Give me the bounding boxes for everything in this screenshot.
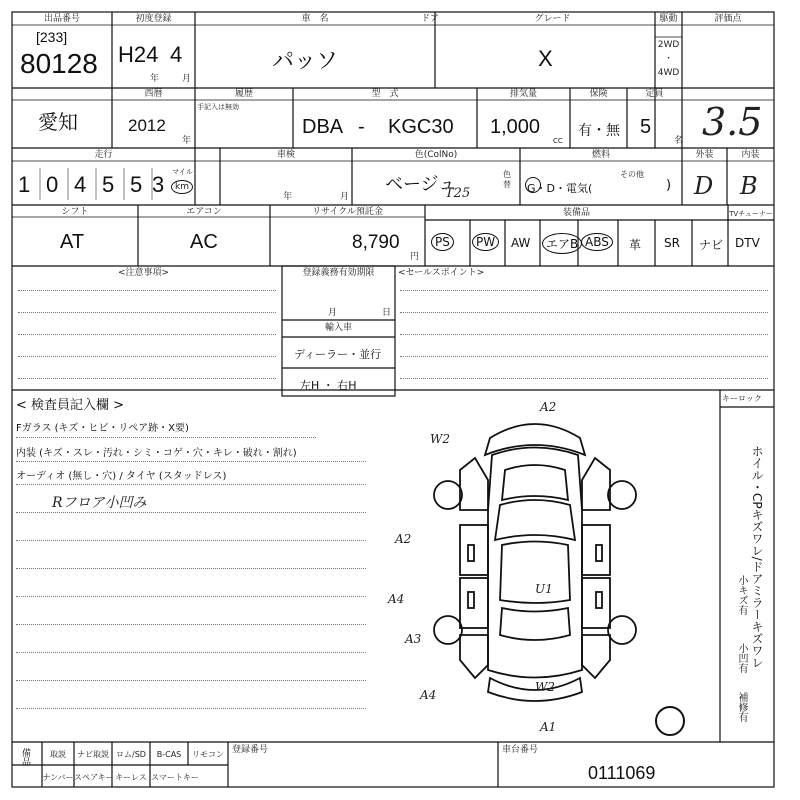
side-sub-2: 小凹有 (736, 643, 747, 673)
equip-ps: PS (431, 233, 454, 251)
footer-item-6: ナンバー (42, 773, 74, 782)
label-door: ドア (421, 14, 439, 24)
footer-item-4: B-CAS (156, 750, 182, 759)
fuel-close: ) (666, 178, 672, 193)
label-equipment: 装備品 (562, 208, 590, 218)
equip-navi: ナビ (699, 238, 724, 252)
import-handle: 左H ・ 右H (300, 379, 357, 392)
displacement-value: 1,000 (490, 116, 541, 138)
displacement-unit: CC (553, 137, 563, 145)
footer-item-9: スマートキー (151, 773, 199, 782)
inspector-line-1: Fガラス (キズ・ヒビ・リペア跡・X要) (16, 423, 189, 434)
import-dealer: ディーラー・並行 (294, 348, 382, 361)
label-drive: 駆動 (659, 14, 678, 24)
drive-2wd: 2WD (657, 40, 680, 50)
label-recycle: リサイクル預託金 (312, 207, 383, 217)
mileage-digit-5: 5 (130, 172, 143, 197)
footer-item-7: スペアキー (74, 773, 114, 782)
grade-value: X (538, 46, 553, 71)
color-change: 色替 (503, 170, 511, 189)
label-first-reg: 初度登録 (135, 14, 172, 24)
color-name: ベージュ (385, 174, 457, 195)
footer-side: 備品 (20, 748, 30, 766)
label-interior: 内装 (741, 150, 760, 160)
label-capacity: 定員 (645, 89, 664, 99)
first-reg-year-unit: 年 (150, 74, 160, 84)
mileage-km: km (171, 180, 193, 194)
region-value: 愛知 (38, 110, 78, 134)
exterior-grade: D (694, 172, 714, 200)
mark-front: A2 (540, 400, 557, 414)
mileage-mile: マイル (172, 168, 193, 176)
footer-item-8: キーレス (115, 773, 147, 782)
mark-a4-rear: A4 (420, 688, 437, 702)
footer-item-5: リモコン (192, 750, 224, 759)
label-history: 履歴 (234, 89, 253, 99)
label-grade: グレード (534, 14, 571, 24)
lot-prefix: [233] (36, 29, 68, 45)
footer-item-3: ロム/SD (116, 750, 146, 759)
label-shaken: 車検 (276, 150, 295, 160)
first-reg-month-unit: 月 (182, 74, 192, 84)
model-code: KGC30 (388, 116, 454, 138)
regdate-day: 日 (382, 308, 392, 318)
mileage-digit-4: 5 (102, 172, 115, 197)
label-keylock: キーロック (722, 394, 762, 403)
label-mileage: 走行 (94, 150, 113, 160)
drive-4wd: 4WD (657, 68, 680, 78)
label-fuel: 燃料 (591, 150, 610, 160)
recycle-value: 8,790 (352, 232, 400, 253)
recycle-unit: 円 (410, 252, 420, 262)
mark-w2-rear: W2 (535, 680, 555, 694)
mark-a2-left: A2 (395, 532, 412, 546)
fuel-g-circle (525, 177, 541, 193)
history-note: 手記入は無効 (197, 103, 239, 111)
label-model: 型 式 (371, 89, 399, 99)
equip-abs: ABS (581, 233, 613, 251)
model-prefix: DBA (302, 116, 344, 138)
label-notes: <注意事項> (118, 268, 170, 278)
label-shift: シフト (61, 207, 89, 217)
mark-a3-left: A3 (405, 632, 422, 646)
mark-w2-front: W2 (430, 432, 450, 446)
equip-aw: AW (511, 236, 531, 250)
mileage-digit-1: 1 (18, 172, 31, 197)
year-value: 2012 (128, 116, 166, 135)
label-year: 西暦 (144, 89, 163, 99)
label-inspector: < 検査員記入欄 > (16, 398, 125, 413)
label-score: 評価点 (714, 14, 742, 24)
label-color: 色(ColNo) (414, 150, 458, 160)
equip-pw: PW (472, 233, 499, 251)
mileage-digit-2: 0 (46, 172, 59, 197)
mark-roof: U1 (535, 582, 553, 596)
label-exterior: 外装 (695, 150, 714, 160)
shaken-month-unit: 月 (340, 192, 350, 202)
spare-wheel (655, 706, 685, 736)
fuel-options: G・D・電気( (527, 182, 593, 195)
lot-number: 80128 (20, 48, 98, 79)
label-reg-no: 登録番号 (232, 745, 269, 755)
fuel-other: その他 (620, 170, 644, 179)
footer-item-1: 取説 (50, 750, 66, 759)
mark-rear: A1 (540, 720, 557, 734)
interior-grade: B (740, 172, 758, 200)
first-reg-month: 4 (170, 42, 183, 67)
inspector-line-2: 内装 (キズ・スレ・汚れ・シミ・コゲ・穴・キレ・破れ・割れ) (16, 448, 297, 459)
equip-leather: 革 (629, 238, 642, 252)
shift-value: AT (60, 231, 85, 253)
label-displacement: 排気量 (509, 89, 537, 99)
aircon-value: AC (190, 231, 218, 253)
side-note: ホイル・CPキズワレ/ドアミラーキズワレ (750, 445, 764, 669)
first-reg-era: H24 (118, 42, 159, 67)
chassis-value: 0111069 (588, 763, 656, 783)
score-value: 3.5 (702, 100, 763, 144)
regdate-month: 月 (328, 308, 338, 318)
model-dash: - (358, 116, 365, 138)
side-sub-3: 補修有 (736, 692, 747, 722)
color-no: T25 (445, 186, 471, 201)
label-tv: TVチューナー (729, 210, 773, 218)
label-lot: 出品番号 (43, 14, 80, 24)
mileage-digit-6: 3 (152, 172, 165, 197)
shaken-year-unit: 年 (283, 192, 293, 202)
label-sales-point: <セールスポイント> (398, 268, 485, 278)
car-name-value: パッソ (272, 49, 339, 74)
label-insurance: 保険 (589, 89, 608, 99)
capacity-value: 5 (640, 116, 652, 138)
year-unit: 年 (182, 136, 192, 146)
inspector-line-3: オーディオ (無し・穴) / タイヤ (スタッドレス) (16, 471, 227, 482)
footer-item-2: ナビ取説 (77, 750, 109, 759)
side-sub-1: 小キズ有 (736, 575, 747, 615)
equip-airbag: エアB (542, 233, 582, 254)
label-regdate: 登録義務有効期限 (302, 268, 375, 278)
mileage-digit-3: 4 (74, 172, 87, 197)
label-import: 輸入車 (324, 323, 352, 333)
inspector-note: Rフロア小凹み (52, 495, 147, 511)
label-chassis-no: 車台番号 (502, 745, 539, 755)
auction-sheet: 出品番号 初度登録 車 名 ドア グレード 駆動 評価点 [233] 80128 H24 4 年 月 パッソ X 2WD ・ 4WD 西暦 履歴 型 式 排気量 保険 定員 愛知 2012 年 手記入は無効 DBA - KGC30 1,000 CC 有・無 5 名 3.5 走行 車検 色(ColNo) 燃料 外装 内装 1 0 4 5 5 3 マイル km 年 月 ベージュ T25 色替 G・D・電気( その他 ) D B シフト エアコン リサイクル預託金 装備品 TVチューナー AT AC 8,790 円 PS PW AW エアB ABS 革 SR ナビ DTV <注意事項> 登録義務有効期限 <セールスポイント> 月 日 輸入車 ディーラー・並行 左H ・ 右H < 検査員記入欄 > Fガラス (キズ・ヒビ・リペア跡・X要) 内装 (キズ・スレ・汚れ・シミ・コゲ・穴・キレ・破れ・割れ) オーディオ (無し・穴) / タイヤ (スタッドレス) Rフロア小凹み A2 W2 A2 A4 A3 U1 A4 W2 A1 キーロック ホイル・CPキズワレ/ドアミラーキズワレ 小キズ有 小凹有 補修有 備品 取説 ナビ取説 ロム/SD B-CAS リモコン ナンバー スペアキー キーレス スマートキー 登録番号 車台番号 0111069 (0, 0, 800, 800)
mark-a4-left: A4 (388, 592, 405, 606)
label-aircon: エアコン (186, 207, 222, 217)
car-damage-diagram (420, 410, 650, 710)
capacity-unit: 名 (674, 136, 684, 146)
equip-sr: SR (664, 236, 680, 250)
insurance-value: 有・無 (578, 123, 620, 139)
equip-dtv: DTV (735, 236, 760, 250)
label-car-name: 車 名 (301, 14, 329, 24)
